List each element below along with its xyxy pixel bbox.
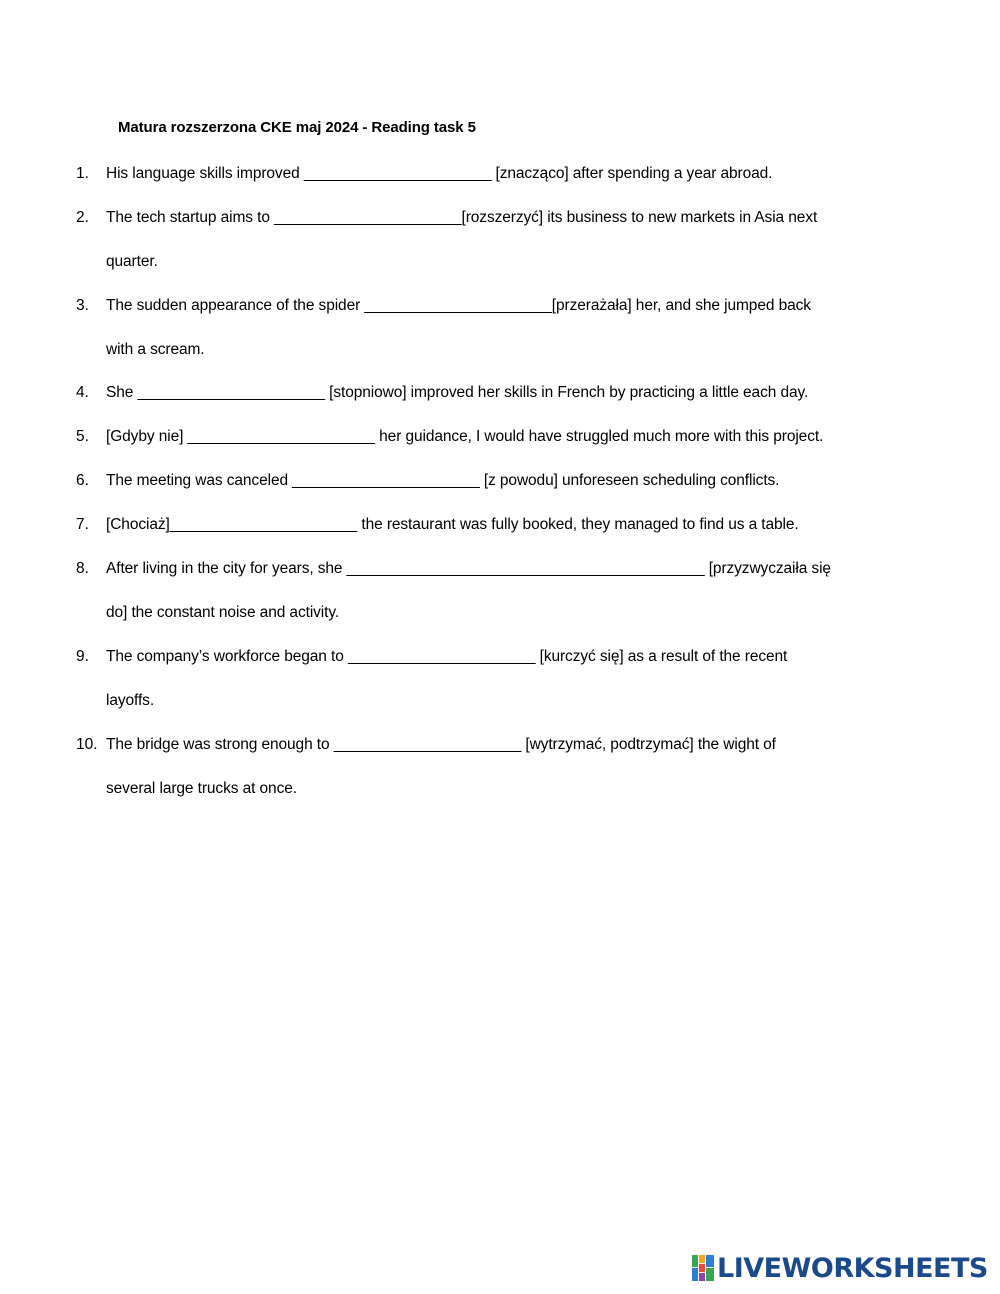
page-title: Matura rozszerzona CKE maj 2024 - Reading task 5 <box>118 119 476 136</box>
item-text: The bridge was strong enough to ______________________ [wytrzymać, podtrzymać] the wight of <box>106 736 776 753</box>
item-text-continued: layoffs. <box>106 692 155 709</box>
item-text: [Chociaż]______________________ the restaurant was fully booked, they managed to find us a table. <box>106 516 799 533</box>
item-text: The sudden appearance of the spider ______________________[przerażała] her, and she jumped back <box>106 297 811 314</box>
item-number: 3. <box>76 297 89 314</box>
item-number: 9. <box>76 648 89 665</box>
logo-text: LIVEWORKSHEETS <box>717 1252 988 1284</box>
item-text-continued: quarter. <box>106 253 158 270</box>
item-text-continued: several large trucks at once. <box>106 780 297 797</box>
item-number: 4. <box>76 384 89 401</box>
item-number: 6. <box>76 472 89 489</box>
liveworksheets-logo-icon <box>692 1255 714 1281</box>
item-number: 1. <box>76 165 89 182</box>
item-text: The company’s workforce began to ______________________ [kurczyć się] as a result of the recent <box>106 648 788 665</box>
liveworksheets-logo <box>692 1251 988 1285</box>
item-text: The meeting was canceled ______________________ [z powodu] unforeseen scheduling conflicts. <box>106 472 780 489</box>
item-text: After living in the city for years, she __________________________________________ [przyzwyczaiła się <box>106 560 831 577</box>
item-number: 8. <box>76 560 89 577</box>
item-number: 7. <box>76 516 89 533</box>
item-number: 10. <box>76 736 98 753</box>
item-text-continued: with a scream. <box>106 341 205 358</box>
item-text-continued: do] the constant noise and activity. <box>106 604 340 621</box>
item-number: 2. <box>76 209 89 226</box>
item-text: She ______________________ [stopniowo] improved her skills in French by practicing a little each day. <box>106 384 809 401</box>
item-text: [Gdyby nie] ______________________ her guidance, I would have struggled much more with this project. <box>106 428 824 445</box>
item-number: 5. <box>76 428 89 445</box>
item-text: The tech startup aims to ______________________[rozszerzyć] its business to new markets in Asia next <box>106 209 818 226</box>
item-text: His language skills improved ______________________ [znacząco] after spending a year abroad. <box>106 165 773 182</box>
